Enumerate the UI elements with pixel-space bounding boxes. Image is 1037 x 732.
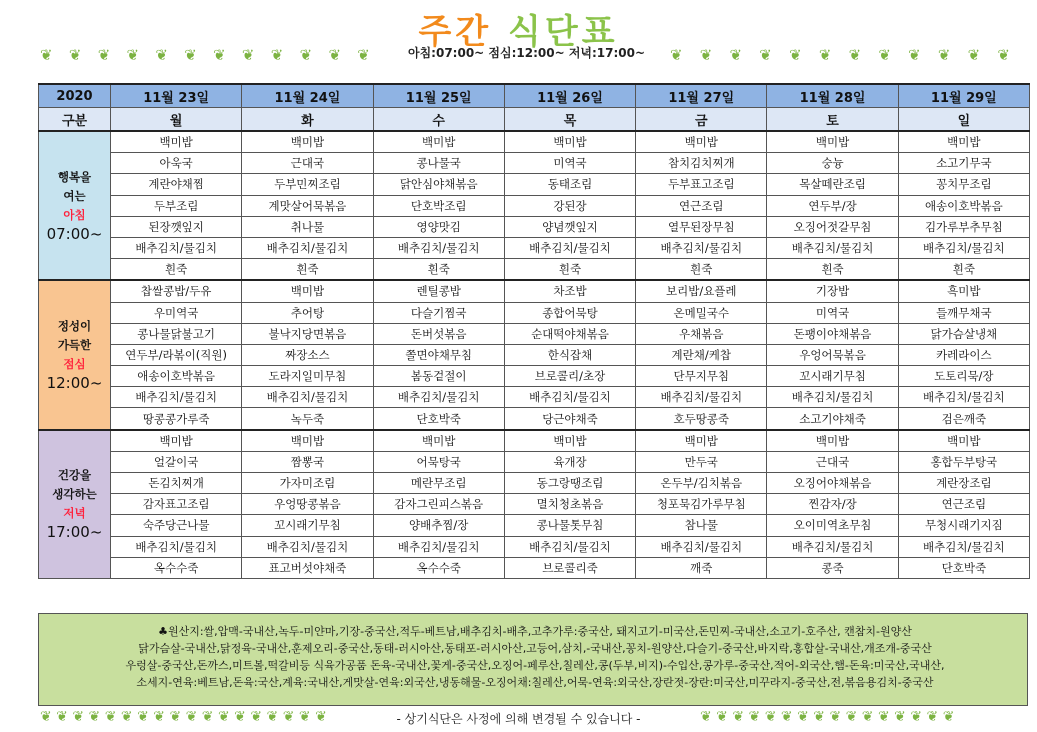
year-cell: 2020 [39, 84, 111, 108]
menu-item-cell: 단호박조림 [373, 195, 504, 216]
menu-item-cell: 두부민찌조림 [242, 174, 373, 195]
menu-item-cell: 단호박죽 [898, 557, 1029, 578]
lunch-row [39, 302, 1030, 323]
menu-item-cell: 가자미조림 [242, 473, 373, 494]
menu-item-cell: 우채볶음 [636, 323, 767, 344]
menu-item-cell: 동태조림 [504, 174, 635, 195]
breakfast-row [39, 153, 1030, 174]
sprout-decoration-footer-left: ❦ ❦ ❦ ❦ ❦ ❦ ❦ ❦ ❦ ❦ ❦ ❦ ❦ ❦ ❦ ❦ ❦ ❦ [40, 709, 327, 725]
menu-item-cell: 멸치청초볶음 [504, 494, 635, 515]
dinner-row [39, 451, 1030, 472]
menu-item-cell: 연두부/라볶이(직원) [111, 344, 242, 365]
lunch-row [39, 280, 1030, 302]
menu-item-cell: 배추김치/물김치 [767, 536, 898, 557]
menu-item-cell: 우엉어묵볶음 [767, 344, 898, 365]
menu-item-cell: 배추김치/물김치 [111, 536, 242, 557]
menu-item-cell: 동그랑땡조림 [504, 473, 635, 494]
menu-item-cell: 흰죽 [767, 259, 898, 281]
menu-item-cell: 옥수수죽 [111, 557, 242, 578]
weekday-row [39, 108, 1030, 132]
menu-item-cell: 소고기야채죽 [767, 408, 898, 430]
breakfast-row [39, 131, 1030, 153]
menu-item-cell: 만두국 [636, 451, 767, 472]
dinner-label-label-line2: 생각하는 [52, 487, 97, 502]
menu-item-cell: 기장밥 [767, 280, 898, 302]
lunch-row [39, 323, 1030, 344]
menu-item-cell: 감자그린피스볶음 [373, 494, 504, 515]
menu-item-cell: 콩나물닭불고기 [111, 323, 242, 344]
menu-item-cell: 된장깻잎지 [111, 216, 242, 237]
menu-item-cell: 우미역국 [111, 302, 242, 323]
menu-item-cell: 찹쌀콩밥/두유 [111, 280, 242, 302]
menu-item-cell: 꽁치무조림 [898, 174, 1029, 195]
menu-item-cell: 메란무조림 [373, 473, 504, 494]
menu-item-cell: 보리밥/요플레 [636, 280, 767, 302]
menu-item-cell: 백미밥 [373, 131, 504, 153]
menu-item-cell: 백미밥 [111, 131, 242, 153]
menu-item-cell: 백미밥 [898, 430, 1029, 452]
menu-item-cell: 얼갈이국 [111, 451, 242, 472]
date-cell: 11월 26일 [504, 84, 635, 108]
menu-item-cell: 계란채/케찹 [636, 344, 767, 365]
menu-item-cell: 콩죽 [767, 557, 898, 578]
menu-item-cell: 온두부/김치볶음 [636, 473, 767, 494]
meal-times: 아침:07:00~ 점심:12:00~ 저녁:17:00~ [408, 46, 646, 60]
menu-item-cell: 배추김치/물김치 [636, 237, 767, 258]
menu-item-cell: 백미밥 [242, 280, 373, 302]
breakfast-label-time: 07:00~ [46, 224, 103, 243]
menu-item-cell: 미역국 [767, 302, 898, 323]
breakfast-label-label-line2: 여는 [63, 188, 86, 203]
menu-item-cell: 연근조림 [898, 494, 1029, 515]
menu-item-cell: 취나물 [242, 216, 373, 237]
sprout-decoration-right: ❦ ❦ ❦ ❦ ❦ ❦ ❦ ❦ ❦ ❦ ❦ ❦ [670, 46, 1010, 64]
weekly-menu-table [38, 83, 1030, 579]
lunch-label-label-line2: 가득한 [57, 337, 92, 352]
menu-item-cell: 백미밥 [111, 430, 242, 452]
breakfast-row [39, 174, 1030, 195]
menu-item-cell: 계란장조림 [898, 473, 1029, 494]
menu-item-cell: 흰죽 [636, 259, 767, 281]
menu-item-cell: 배추김치/물김치 [111, 387, 242, 408]
dinner-row [39, 515, 1030, 536]
menu-item-cell: 김가루부추무침 [898, 216, 1029, 237]
menu-item-cell: 육개장 [504, 451, 635, 472]
menu-item-cell: 배추김치/물김치 [636, 387, 767, 408]
dinner-row [39, 473, 1030, 494]
menu-item-cell: 콩나물톳무침 [504, 515, 635, 536]
origin-line: 닭가슴살-국내산,닭정육-국내산,훈제오리-중국산,동태-러시아산,동태포-러시아산,고등어,삼치,-국내산,꽁치-원양산,다슬기-중국산,바지락,홍합살-국내산,개조개-중국산 [138, 642, 932, 655]
menu-item-cell: 단호박죽 [373, 408, 504, 430]
menu-item-cell: 오징어젓갈무침 [767, 216, 898, 237]
weekday-cell: 금 [636, 108, 767, 132]
menu-item-cell: 아욱국 [111, 153, 242, 174]
menu-item-cell: 청포묵김가루무침 [636, 494, 767, 515]
menu-item-cell: 찐감자/장 [767, 494, 898, 515]
menu-item-cell: 백미밥 [636, 131, 767, 153]
menu-item-cell: 꼬시래기무침 [242, 515, 373, 536]
menu-item-cell: 돈팽이야채볶음 [767, 323, 898, 344]
menu-item-cell: 백미밥 [504, 430, 635, 452]
breakfast-label-label-accent: 아침 [63, 207, 86, 222]
menu-item-cell: 홍합두부탕국 [898, 451, 1029, 472]
menu-item-cell: 백미밥 [373, 430, 504, 452]
menu-item-cell: 다슬기찜국 [373, 302, 504, 323]
dinner-label-time: 17:00~ [46, 523, 103, 542]
menu-item-cell: 양배추찜/장 [373, 515, 504, 536]
menu-item-cell: 숭늉 [767, 153, 898, 174]
breakfast-label-label-line1: 행복을 [57, 169, 92, 184]
menu-item-cell: 봄동겉절이 [373, 366, 504, 387]
menu-item-cell: 배추김치/물김치 [373, 237, 504, 258]
menu-item-cell: 계란야채찜 [111, 174, 242, 195]
origin-line: 소세지-연육:베트남,돈육:국산,계육:국내산,게맛살-연육:외국산,냉동해물-오징어채:칠레산,어묵-연육:외국산,장란젓-장란:미국산,미꾸라지-중국산,전,볶음용김치-중국산 [136, 676, 934, 689]
menu-item-cell: 참나물 [636, 515, 767, 536]
menu-item-cell: 배추김치/물김치 [767, 237, 898, 258]
menu-item-cell: 배추김치/물김치 [242, 237, 373, 258]
menu-item-cell: 콩나물국 [373, 153, 504, 174]
weekday-cell: 토 [767, 108, 898, 132]
date-cell: 11월 25일 [373, 84, 504, 108]
menu-item-cell: 흰죽 [898, 259, 1029, 281]
menu-item-cell: 백미밥 [767, 430, 898, 452]
date-cell: 11월 24일 [242, 84, 373, 108]
menu-item-cell: 오이미역초무침 [767, 515, 898, 536]
menu-item-cell: 녹두죽 [242, 408, 373, 430]
menu-item-cell: 흰죽 [111, 259, 242, 281]
weekday-cell: 목 [504, 108, 635, 132]
menu-item-cell: 소고기무국 [898, 153, 1029, 174]
menu-item-cell: 배추김치/물김치 [504, 237, 635, 258]
category-label: 구분 [39, 108, 111, 132]
menu-item-cell: 추어탕 [242, 302, 373, 323]
menu-item-cell: 검은깨죽 [898, 408, 1029, 430]
menu-item-cell: 차조밥 [504, 280, 635, 302]
menu-item-cell: 참치김치찌개 [636, 153, 767, 174]
menu-item-cell: 백미밥 [242, 131, 373, 153]
menu-item-cell: 배추김치/물김치 [504, 536, 635, 557]
menu-item-cell: 영양맛김 [373, 216, 504, 237]
menu-item-cell: 백미밥 [767, 131, 898, 153]
dinner-row [39, 557, 1030, 578]
menu-item-cell: 양념깻잎지 [504, 216, 635, 237]
menu-item-cell: 렌틸콩밥 [373, 280, 504, 302]
menu-item-cell: 종합어묵탕 [504, 302, 635, 323]
menu-item-cell: 무청시래기지짐 [898, 515, 1029, 536]
menu-item-cell: 카레라이스 [898, 344, 1029, 365]
breakfast-label [39, 131, 111, 280]
menu-item-cell: 흑미밥 [898, 280, 1029, 302]
menu-item-cell: 배추김치/물김치 [373, 536, 504, 557]
menu-item-cell: 애송이호박볶음 [898, 195, 1029, 216]
origin-line: 우렁살-중국산,돈까스,미트볼,떡갈비등 식육가공품 돈육-국내산,꽃게-중국산,오징어-페루산,칠레산,콩(두부,비지)-수입산,콩가루-중국산,적어-외국산,햄-돈육:미국산,국내산, [125, 659, 945, 672]
menu-item-cell: 근대국 [242, 153, 373, 174]
lunch-label [39, 280, 111, 429]
menu-item-cell: 백미밥 [898, 131, 1029, 153]
date-row [39, 84, 1030, 108]
lunch-label-time: 12:00~ [46, 373, 103, 392]
breakfast-row [39, 195, 1030, 216]
menu-item-cell: 근대국 [767, 451, 898, 472]
sprout-decoration-left: ❦ ❦ ❦ ❦ ❦ ❦ ❦ ❦ ❦ ❦ ❦ ❦ [40, 46, 370, 64]
dinner-label-label-accent: 저녁 [63, 506, 86, 521]
weekday-cell: 월 [111, 108, 242, 132]
lunch-row [39, 387, 1030, 408]
menu-item-cell: 강된장 [504, 195, 635, 216]
title-part2: 식단표 [508, 12, 619, 52]
menu-item-cell: 배추김치/물김치 [898, 237, 1029, 258]
date-cell: 11월 29일 [898, 84, 1029, 108]
weekday-cell: 수 [373, 108, 504, 132]
footer-notice: - 상기식단은 사정에 의해 변경될 수 있습니다 - [396, 712, 641, 726]
breakfast-row [39, 259, 1030, 281]
menu-item-cell: 숙주당근나물 [111, 515, 242, 536]
sprout-decoration-footer-right: ❦ ❦ ❦ ❦ ❦ ❦ ❦ ❦ ❦ ❦ ❦ ❦ ❦ ❦ ❦ ❦ [700, 709, 955, 725]
menu-item-cell: 백미밥 [636, 430, 767, 452]
menu-item-cell: 닭안심야채볶음 [373, 174, 504, 195]
menu-item-cell: 짜장소스 [242, 344, 373, 365]
menu-item-cell: 흰죽 [242, 259, 373, 281]
menu-item-cell: 우엉땅콩볶음 [242, 494, 373, 515]
menu-item-cell: 표고버섯야채죽 [242, 557, 373, 578]
menu-item-cell: 한식잡채 [504, 344, 635, 365]
title-part1: 주간 [418, 12, 493, 52]
menu-item-cell: 도토리묵/장 [898, 366, 1029, 387]
date-cell: 11월 27일 [636, 84, 767, 108]
origin-info [38, 613, 1028, 706]
menu-item-cell: 순대떡야채볶음 [504, 323, 635, 344]
menu-item-cell: 쫄면야채무침 [373, 344, 504, 365]
menu-item-cell: 브로콜리죽 [504, 557, 635, 578]
menu-item-cell: 온메밀국수 [636, 302, 767, 323]
weekday-cell: 화 [242, 108, 373, 132]
menu-item-cell: 꼬시래기무침 [767, 366, 898, 387]
menu-item-cell: 흰죽 [373, 259, 504, 281]
menu-item-cell: 연두부/장 [767, 195, 898, 216]
menu-item-cell: 미역국 [504, 153, 635, 174]
menu-item-cell: 배추김치/물김치 [898, 387, 1029, 408]
menu-item-cell: 배추김치/물김치 [242, 536, 373, 557]
menu-item-cell: 백미밥 [242, 430, 373, 452]
menu-item-cell: 땅콩콩가루죽 [111, 408, 242, 430]
dinner-row [39, 536, 1030, 557]
menu-item-cell: 도라지일미무침 [242, 366, 373, 387]
lunch-label-label-accent: 점심 [63, 356, 86, 371]
menu-item-cell: 두부표고조림 [636, 174, 767, 195]
menu-item-cell: 당근야채죽 [504, 408, 635, 430]
menu-item-cell: 돈김치찌개 [111, 473, 242, 494]
breakfast-row [39, 216, 1030, 237]
menu-item-cell: 돈버섯볶음 [373, 323, 504, 344]
menu-item-cell: 단무지무침 [636, 366, 767, 387]
menu-item-cell: 목살떼란조림 [767, 174, 898, 195]
menu-item-cell: 감자표고조림 [111, 494, 242, 515]
menu-item-cell: 배추김치/물김치 [373, 387, 504, 408]
menu-item-cell: 흰죽 [504, 259, 635, 281]
menu-item-cell: 열무된장무침 [636, 216, 767, 237]
menu-item-cell: 배추김치/물김치 [636, 536, 767, 557]
menu-item-cell: 오징어야채볶음 [767, 473, 898, 494]
menu-item-cell: 호두땅콩죽 [636, 408, 767, 430]
weekday-cell: 일 [898, 108, 1029, 132]
dinner-row [39, 430, 1030, 452]
menu-item-cell: 계맛살어묵볶음 [242, 195, 373, 216]
menu-item-cell: 닭가슴살냉채 [898, 323, 1029, 344]
origin-line: ♣원산지:쌀,압맥-국내산,녹두-미얀마,기장-중국산,적두-베트남,배추김치-배추,고추가루:중국산, 돼지고기-미국산,돈민찌-국내산,소고기-호주산, 캔참치-원양산 [158, 625, 912, 638]
lunch-row [39, 408, 1030, 430]
menu-item-cell: 배추김치/물김치 [898, 536, 1029, 557]
menu-item-cell: 배추김치/물김치 [242, 387, 373, 408]
menu-item-cell: 애송이호박볶음 [111, 366, 242, 387]
lunch-row [39, 344, 1030, 365]
menu-item-cell: 깨죽 [636, 557, 767, 578]
menu-item-cell: 배추김치/물김치 [111, 237, 242, 258]
menu-item-cell: 두부조림 [111, 195, 242, 216]
lunch-label-label-line1: 정성이 [57, 318, 92, 333]
menu-item-cell: 배추김치/물김치 [767, 387, 898, 408]
menu-item-cell: 불낙지당면볶음 [242, 323, 373, 344]
lunch-row [39, 366, 1030, 387]
dinner-label [39, 430, 111, 579]
menu-item-cell: 배추김치/물김치 [504, 387, 635, 408]
dinner-row [39, 494, 1030, 515]
menu-item-cell: 백미밥 [504, 131, 635, 153]
menu-item-cell: 연근조림 [636, 195, 767, 216]
menu-item-cell: 짬뽕국 [242, 451, 373, 472]
menu-item-cell: 어묵탕국 [373, 451, 504, 472]
dinner-label-label-line1: 건강을 [57, 468, 92, 483]
menu-item-cell: 브로콜리/초장 [504, 366, 635, 387]
breakfast-row [39, 237, 1030, 258]
menu-item-cell: 들깨무채국 [898, 302, 1029, 323]
menu-item-cell: 옥수수죽 [373, 557, 504, 578]
date-cell: 11월 23일 [111, 84, 242, 108]
date-cell: 11월 28일 [767, 84, 898, 108]
